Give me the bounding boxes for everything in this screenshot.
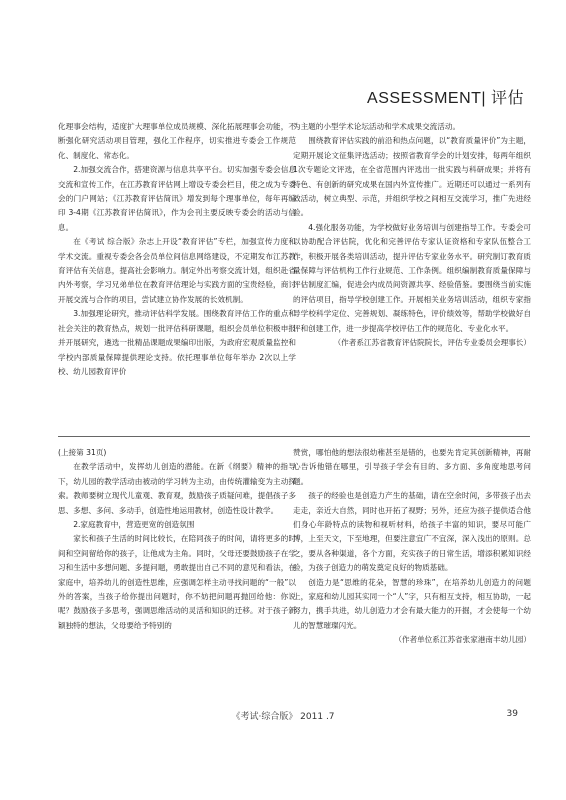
- paragraph: 赞赏，哪怕他的想法很幼稚甚至是错的，也要先肯定其创新精神，再耐心告诉他错在哪里，引导孩子学会有目的、多方面、多角度地思考问题。: [293, 448, 531, 486]
- left-top-column: [58, 120, 296, 379]
- paragraph: 在教学活动中，发挥幼儿创造的潜能。在新《纲要》精神的指导下，幼儿园的教学活动由被动的学习转为主动，由传统灌输变为主动探索。教师要树立现代儿童观、教育观，鼓励孩子质疑问难，提倡孩子多思、多想、多问、多动手，创造性地运用教材，创造性设计教学。: [58, 462, 296, 515]
- left-bottom-column: [58, 446, 296, 633]
- author-note: （作者单位系江苏省张家港南丰幼儿园）: [394, 635, 531, 645]
- right-bottom-column: [293, 446, 531, 648]
- continuation-note: (上接第 31页): [58, 448, 107, 457]
- paragraph: 2.加强交流合作，搭建资源与信息共享平台。切实加强专委会信息交流和宣传工作，在江苏教育评估网上增设专委会栏目，使之成为专委会的门户网站；《江苏教育评估简讯》增发到每个理事单位，每年再编印 3-4期《江苏教育评估简讯》，作为会刊主要反映专委会的活动与信息。: [58, 165, 296, 232]
- paragraph: 创造力是“思维的花朵，智慧的珍珠”，在培养幼儿创造力的问题上，家庭和幼儿园其实同一个“人”字，只有相互支持，相互协助，一起努力，携手共进，幼儿创造力才会有最大能力的开掘，才会使每一个幼儿的智慧璀璨闪光。: [293, 577, 531, 630]
- right-top-column: [293, 120, 531, 351]
- paragraph: 家长和孩子生活的时间比较长，在陪同孩子的时间，请将更多的时间和空间留给你的孩子，让他成为主角。同时，父母还要鼓励孩子在学习和生活中多想问题、多提问题，勇敢提出自己不同的意见和看法，在家庭中，培养幼儿的创造性思维，应强调怎样主动寻找问题的“一般”以外的答案，当孩子给你提出问题时，你不妨把问题再抛回给他：你说呢？鼓励孩子多思考，强调思维活动的灵活和知识的迁移。对于孩子新颖独特的想法，父母要给予特别的: [58, 534, 296, 630]
- paragraph: 3.加强理论研究，推动评估科学发展。围绕教育评估工作的重点和社会关注的教育热点，规划一批评估科研课题，组织会员单位积极申报并开展研究，遴选一批精品课题成果编印出版，为政府宏观质量监控和学校内部质量保障提供理论支持。依托理事单位每年举办 2次以上学校、幼儿园教育评价: [58, 309, 296, 376]
- author-note: （作者系江苏省教育评估院院长，评估专业委员会理事长）: [333, 338, 531, 348]
- paragraph: 孩子的经验也是创造力产生的基础，请在空余时间，多带孩子出去走走，亲近大自然，同时也开拓了视野；另外，还应为孩子提供适合他们身心年龄特点的读物和视听材料，给孩子丰富的知识，要尽可能广博，上至天文，下至地理，但要注意宜广不宜深，深入浅出的原则。总之，要从各种渠道，各个方面，充实孩子的日常生活，增添积累知识经验，为孩子创造力的萌发奠定良好的物质基础。: [293, 491, 531, 573]
- paragraph: 化理事会结构，适度扩大理事单位成员规模、深化拓展理事会功能，不断强化研究活动项目管理，强化工作程序，切实推进专委会工作规范化、制度化、常态化。: [58, 122, 296, 160]
- journal-footer: 《考试·综合版》 2011 .7: [231, 712, 335, 722]
- subheading: 2.家庭教育中，营造更宽的创造氛围: [73, 520, 195, 530]
- section-divider: [58, 436, 530, 437]
- section-header: ASSESSMENT| 评估: [367, 90, 524, 107]
- paragraph: 在《考试 综合版》杂志上开设“教育评估”专栏，加强宣传力度和学术交流。重视专委会各会员单位间信息网络建设，不定期发布江苏教育评估有关信息，提高社会影响力。制定外出考察交流计划，组织赴省内外考察，学习兄弟单位在教育评估理论与实践方面的宝贵经验，商讨开展交流与合作的项目，尝试建立协作发展的长效机制。: [58, 237, 296, 304]
- paragraph: 为主题的小型学术论坛活动和学术成果交流活动。: [293, 122, 461, 131]
- paragraph: 围绕教育评估实践的前沿和热点问题，以“教育质量评价”为主题，定期开展论文征集评选活动；按照省教育学会的计划安排，每两年组织 1次专题论文评选，在全省范围内评选出一批实践与科研成果；并将有特色、有创新的研究成果在国内外宣传推广。近期还可以通过一系列有效活动，树立典型、示范，并组织学校之间相互交流学习，推广先进经验。: [293, 136, 531, 218]
- paragraph: 4.强化服务功能，为学校做好业务培训与创建指导工作。专委会可以协助配合评估院，优化和完善评估专家认证资格和专家队伍整合工作，积极开展各类培训活动，提升评估专家业务水平。研究制订教育质量保障与评估机构工作行业规范、工作条例。组织编制教育质量保障与评估制度汇编，促进会内成员间资源共享、经验借鉴。要围绕当前实施的评估项目，指导学校创建工作。开展相关业务培训活动，组织专家指导学校科学定位、完善规划、凝练特色，评价绩效等，帮助学校做好自评和创建工作，进一步提高学校评估工作的规范化、专业化水平。: [293, 222, 531, 333]
- page-number: 39: [506, 709, 518, 719]
